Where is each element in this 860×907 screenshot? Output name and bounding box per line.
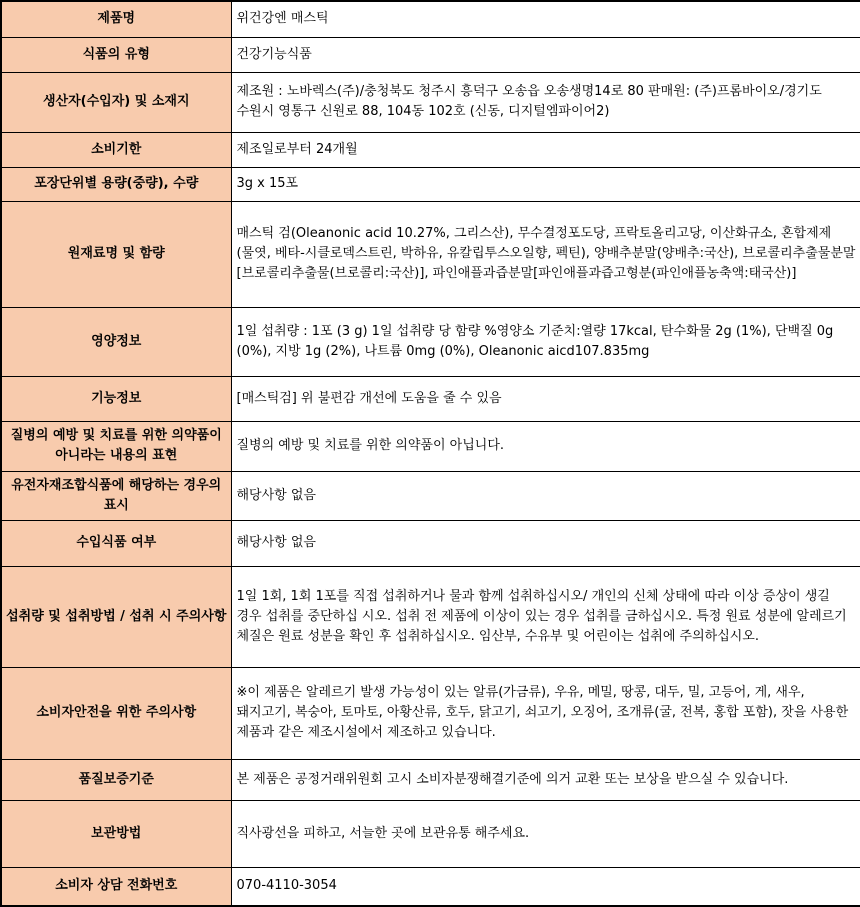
row-label: 유전자재조합식품에 해당하는 경우의 표시 <box>1 471 231 520</box>
row-label: 식품의 유형 <box>1 37 231 72</box>
table-row <box>1 1 860 37</box>
table-row <box>1 132 860 167</box>
row-label: 질병의 예방 및 치료를 위한 의약품이 아니라는 내용의 표현 <box>1 421 231 471</box>
table-row <box>1 307 860 376</box>
row-label: 포장단위별 용량(중량), 수량 <box>1 167 231 201</box>
row-label: 소비기한 <box>1 132 231 167</box>
row-value: 위건강엔 매스틱 <box>231 1 860 37</box>
row-label: 소비자안전을 위한 주의사항 <box>1 667 231 759</box>
row-value: 직사광선을 피하고, 서늘한 곳에 보관유통 해주세요. <box>231 800 860 867</box>
row-value: [매스틱검] 위 불편감 개선에 도움을 줄 수 있음 <box>231 376 860 421</box>
row-label: 소비자 상담 전화번호 <box>1 867 231 906</box>
row-value: 건강기능식품 <box>231 37 860 72</box>
row-value: 1일 1회, 1회 1포를 직접 섭취하거나 물과 함께 섭취하십시오/ 개인의 신체 상태에 따라 이상 증상이 생길 경우 섭취를 중단하십 시오. 섭취 전 제품에 이상이 있는 경우 섭취를 금하십시오. 특정 원료 성분에 알레르기 체질은 원료 성분을 확인 후 섭취하십시오. 임산부, 수유부 및 어린이는 섭취에 주의하십시오. <box>231 566 860 667</box>
table-row <box>1 800 860 867</box>
row-label: 원재료명 및 함량 <box>1 201 231 307</box>
row-label: 제품명 <box>1 1 231 37</box>
table-row <box>1 566 860 667</box>
row-value: 1일 섭취량 : 1포 (3 g) 1일 섭취량 당 함량 %영양소 기준치:열량 17kcal, 탄수화물 2g (1%), 단백질 0g (0%), 지방 1g (2%), 나트륨 0mg (0%), Oleanonic aicd107.835mg <box>231 307 860 376</box>
table-row <box>1 471 860 520</box>
row-value: 해당사항 없음 <box>231 520 860 566</box>
table-row <box>1 667 860 759</box>
table-row <box>1 520 860 566</box>
row-value: 매스틱 검(Oleanonic acid 10.27%, 그리스산), 무수결정포도당, 프락토올리고당, 이산화규소, 혼합제제(물엿, 베타-시클로덱스트린, 박하유, 유칼립투스오일향, 펙틴), 양배추분말(양배추:국산), 브로콜리추출물분말[브로콜리추출물(브로콜리:국산)], 파인애플과즙분말[파인애플과즙고형분(파인애플농축액:태국산)] <box>231 201 860 307</box>
table-row <box>1 421 860 471</box>
row-label: 수입식품 여부 <box>1 520 231 566</box>
row-label: 영양정보 <box>1 307 231 376</box>
table-row <box>1 201 860 307</box>
row-label: 품질보증기준 <box>1 759 231 800</box>
row-value: 해당사항 없음 <box>231 471 860 520</box>
table-row <box>1 167 860 201</box>
row-value: 제조일로부터 24개월 <box>231 132 860 167</box>
table-row <box>1 37 860 72</box>
table-row <box>1 376 860 421</box>
row-label: 생산자(수입자) 및 소재지 <box>1 72 231 132</box>
row-label: 섭취량 및 섭취방법 / 섭취 시 주의사항 <box>1 566 231 667</box>
table-row <box>1 72 860 132</box>
row-value: ※이 제품은 알레르기 발생 가능성이 있는 알류(가금류), 우유, 메밀, 땅콩, 대두, 밀, 고등어, 게, 새우, 돼지고기, 복숭아, 토마토, 아황산류, 호두, 닭고기, 쇠고기, 오징어, 조개류(굴, 전복, 홍합 포함), 잣을 사용한 제품과 같은 제조시설에서 제조하고 있습니다. <box>231 667 860 759</box>
row-value: 본 제품은 공정거래위원회 고시 소비자분쟁해결기준에 의거 교환 또는 보상을 받으실 수 있습니다. <box>231 759 860 800</box>
row-label: 기능정보 <box>1 376 231 421</box>
row-value: 제조원 : 노바렉스(주)/충청북도 청주시 흥덕구 오송읍 오송생명14로 80 판매원: (주)프롬바이오/경기도 수원시 영통구 신원로 88, 104동 102호 (신동, 디지털엠파이어2) <box>231 72 860 132</box>
row-value: 질병의 예방 및 치료를 위한 의약품이 아닙니다. <box>231 421 860 471</box>
row-label: 보관방법 <box>1 800 231 867</box>
table-row <box>1 867 860 906</box>
row-value: 3g x 15포 <box>231 167 860 201</box>
table-row <box>1 759 860 800</box>
row-value: 070-4110-3054 <box>231 867 860 906</box>
